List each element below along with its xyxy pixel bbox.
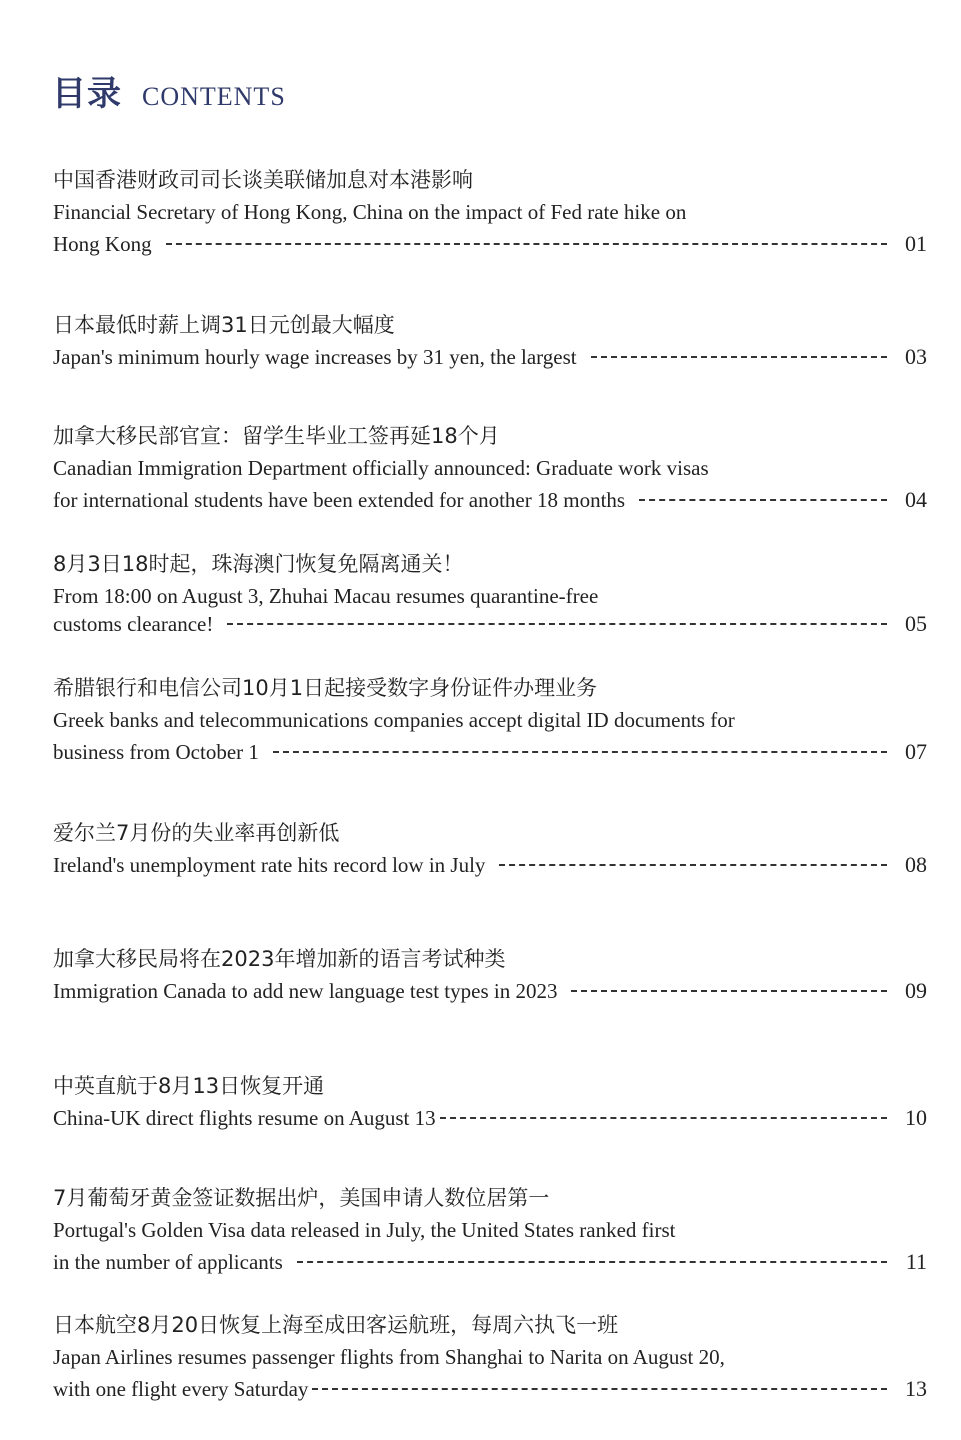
dot-leader	[273, 751, 887, 753]
entry-title-en-line1: Portugal's Golden Visa data released in July, the United States ranked first	[53, 1218, 676, 1242]
toc-entry[interactable]	[53, 819, 927, 879]
entry-title-en-line2: with one flight every Saturday	[53, 1377, 309, 1401]
dot-leader	[297, 1261, 887, 1263]
toc-entry[interactable]	[53, 166, 927, 258]
entry-title-en-line1: Financial Secretary of Hong Kong, China on the impact of Fed rate hike on	[53, 200, 687, 224]
page-number: 03	[905, 344, 927, 369]
entry-title-cn: 8月3日18时起，珠海澳门恢复免隔离通关！	[53, 552, 464, 576]
entry-title-en-line1: Greek banks and telecommunications companies accept digital ID documents for	[53, 708, 735, 732]
entry-title-cn: 爱尔兰7月份的失业率再创新低	[53, 821, 340, 845]
entry-title-en-line2: business from October 1	[53, 740, 259, 764]
entry-title-cn: 希腊银行和电信公司10月1日起接受数字身份证件办理业务	[53, 676, 598, 700]
entry-last-line	[53, 343, 927, 371]
dot-leader	[440, 1117, 887, 1119]
entry-title-en-line1: Canadian Immigration Department officially announced: Graduate work visas	[53, 456, 709, 480]
toc-entry[interactable]	[53, 945, 927, 1005]
entry-title-cn: 7月葡萄牙黄金签证数据出炉，美国申请人数位居第一	[53, 1186, 550, 1210]
page-number: 05	[905, 611, 927, 636]
entry-title-en-line1: Japan Airlines resumes passenger flights from Shanghai to Narita on August 20,	[53, 1345, 725, 1369]
toc-entry[interactable]	[53, 1311, 927, 1403]
page-number: 11	[905, 1249, 927, 1274]
contents-header	[52, 66, 286, 115]
dot-leader	[571, 990, 887, 992]
entry-title-en-line2: China-UK direct flights resume on August 13	[53, 1106, 436, 1130]
entry-last-line	[53, 1375, 927, 1403]
entry-last-line	[53, 1248, 927, 1276]
entry-title-en-line2: for international students have been extended for another 18 months	[53, 488, 626, 512]
entry-title-cn: 日本航空8月20日恢复上海至成田客运航班，每周六执飞一班	[53, 1313, 619, 1337]
entry-title-cn: 加拿大移民局将在2023年增加新的语言考试种类	[53, 947, 506, 971]
toc-entry[interactable]	[53, 311, 927, 371]
entry-title-en-line1: From 18:00 on August 3, Zhuhai Macau resumes quarantine-free	[53, 584, 599, 608]
contents-title-en: CONTENTS	[142, 82, 286, 111]
entry-title-cn: 中英直航于8月13日恢复开通	[53, 1074, 325, 1098]
entry-last-line	[53, 977, 927, 1005]
entry-title-en-line2: Hong Kong	[53, 232, 152, 256]
entry-title-en-line2: customs clearance!	[53, 612, 214, 636]
page-number: 10	[905, 1105, 927, 1130]
dot-leader	[227, 623, 887, 625]
toc-entry[interactable]	[53, 1072, 927, 1132]
page-number: 13	[905, 1376, 927, 1401]
entry-title-en-line2: Ireland's unemployment rate hits record low in July	[53, 853, 486, 877]
page-number: 08	[905, 852, 927, 877]
entry-title-cn: 日本最低时薪上调31日元创最大幅度	[53, 313, 395, 337]
entry-title-cn: 中国香港财政司司长谈美联储加息对本港影响	[53, 168, 473, 192]
dot-leader	[312, 1388, 887, 1390]
toc-entry[interactable]	[53, 422, 927, 514]
dot-leader	[499, 864, 887, 866]
entry-title-cn: 加拿大移民部官宣：留学生毕业工签再延18个月	[53, 424, 500, 448]
dot-leader	[639, 499, 887, 501]
entry-last-line	[53, 738, 927, 766]
entry-title-en-line2: Immigration Canada to add new language test types in 2023	[53, 979, 558, 1003]
entry-last-line	[53, 486, 927, 514]
entry-last-line	[53, 230, 927, 258]
contents-title-cn: 目录	[52, 74, 122, 114]
dot-leader	[591, 356, 887, 358]
entry-last-line	[53, 1104, 927, 1132]
dot-leader	[166, 243, 887, 245]
entry-last-line	[53, 851, 927, 879]
page-number: 01	[905, 231, 927, 256]
entry-last-line	[53, 610, 927, 638]
toc-entry[interactable]	[53, 1184, 927, 1276]
page-number: 07	[905, 739, 927, 764]
entry-title-en-line2: Japan's minimum hourly wage increases by 31 yen, the largest	[53, 345, 577, 369]
page-number: 09	[905, 978, 927, 1003]
page-number: 04	[905, 487, 927, 512]
toc-entry[interactable]	[53, 550, 927, 638]
entry-title-en-line2: in the number of applicants	[53, 1250, 283, 1274]
toc-entry[interactable]	[53, 674, 927, 766]
